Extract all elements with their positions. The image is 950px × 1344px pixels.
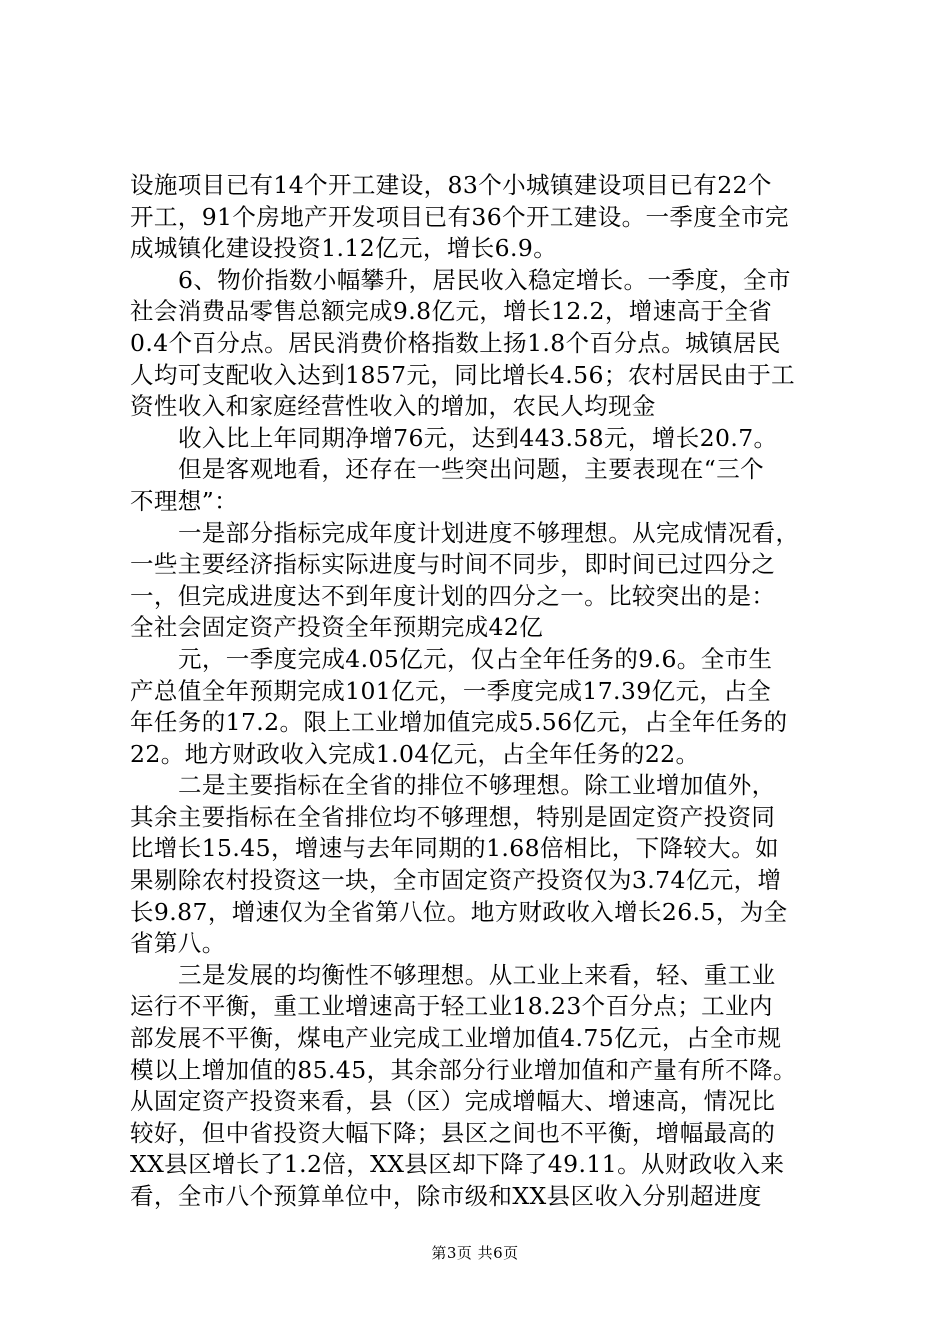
- text-line: 资性收入和家庭经营性收入的增加，农民人均现金: [130, 392, 656, 421]
- text-line: 不理想”：: [130, 486, 239, 515]
- text-line: 社会消费品零售总额完成9.8亿元，增长12.2，增速高于全省: [130, 297, 773, 326]
- text-line: 从固定资产投资来看，县（区）完成增幅大、增速高，情况比: [130, 1087, 776, 1116]
- text-line: 比增长15.45，增速与去年同期的1.68倍相比，下降较大。如: [130, 834, 779, 863]
- page-footer: 第3页 共6页: [431, 1244, 519, 1262]
- text-line: 部发展不平衡，煤电产业完成工业增加值4.75亿元，占全市规: [130, 1024, 782, 1053]
- text-line: XX县区增长了1.2倍，XX县区却下降了49.11。从财政收入来: [130, 1150, 785, 1179]
- text-line: 收入比上年同期净增76元，达到443.58元，增长20.7。: [178, 423, 778, 452]
- document-body: [130, 170, 850, 1213]
- text-line: 成城镇化建设投资1.12亿元，增长6.9。: [130, 234, 558, 263]
- text-line: 果剔除农村投资这一块，全市固定资产投资仅为3.74亿元，增: [130, 866, 782, 895]
- text-line: 长9.87，增速仅为全省第八位。地方财政收入增长26.5，为全: [130, 897, 788, 926]
- text-line: 省第八。: [130, 929, 226, 958]
- text-line: 设施项目已有14个开工建设，83个小城镇建设项目已有22个: [130, 171, 772, 199]
- text-line: 一是部分指标完成年度计划进度不够理想。从完成情况看，: [178, 518, 800, 547]
- text-line: 三是发展的均衡性不够理想。从工业上来看，轻、重工业: [178, 960, 776, 989]
- text-line: 一些主要经济指标实际进度与时间不同步，即时间已过四分之: [130, 550, 776, 579]
- text-line: 其余主要指标在全省排位均不够理想，特别是固定资产投资同: [130, 802, 776, 831]
- text-line: 22。地方财政收入完成1.04亿元，占全年任务的22。: [130, 739, 700, 768]
- text-line: 较好，但中省投资大幅下降；县区之间也不平衡，增幅最高的: [130, 1118, 776, 1147]
- text-line: 人均可支配收入达到1857元，同比增长4.56；农村居民由于工: [130, 360, 796, 389]
- text-line: 模以上增加值的85.45，其余部分行业增加值和产量有所不降。: [130, 1055, 797, 1084]
- text-line: 但是客观地看，还存在一些突出问题，主要表现在“三个: [178, 455, 765, 484]
- text-line: 产总值全年预期完成101亿元，一季度完成17.39亿元，占全: [130, 676, 772, 705]
- text-line: 二是主要指标在全省的排位不够理想。除工业增加值外，: [178, 771, 776, 800]
- text-line: 看，全市八个预算单位中，除市级和XX县区收入分别超进度: [130, 1182, 762, 1210]
- text-line: 开工，91个房地产开发项目已有36个开工建设。一季度全市完: [130, 202, 789, 231]
- text-line: 全社会固定资产投资全年预期完成42亿: [130, 613, 544, 642]
- text-line: 一，但完成进度达不到年度计划的四分之一。比较突出的是：: [130, 581, 776, 610]
- text-line: 6、物价指数小幅攀升，居民收入稳定增长。一季度，全市: [178, 265, 791, 294]
- text-line: 元，一季度完成4.05亿元，仅占全年任务的9.6。全市生: [178, 644, 773, 673]
- text-line: 0.4个百分点。居民消费价格指数上扬1.8个百分点。城镇居民: [130, 328, 781, 357]
- text-line: 年任务的17.2。限上工业增加值完成5.56亿元，占全年任务的: [130, 708, 788, 737]
- text-line: 运行不平衡，重工业增速高于轻工业18.23个百分点；工业内: [130, 992, 773, 1021]
